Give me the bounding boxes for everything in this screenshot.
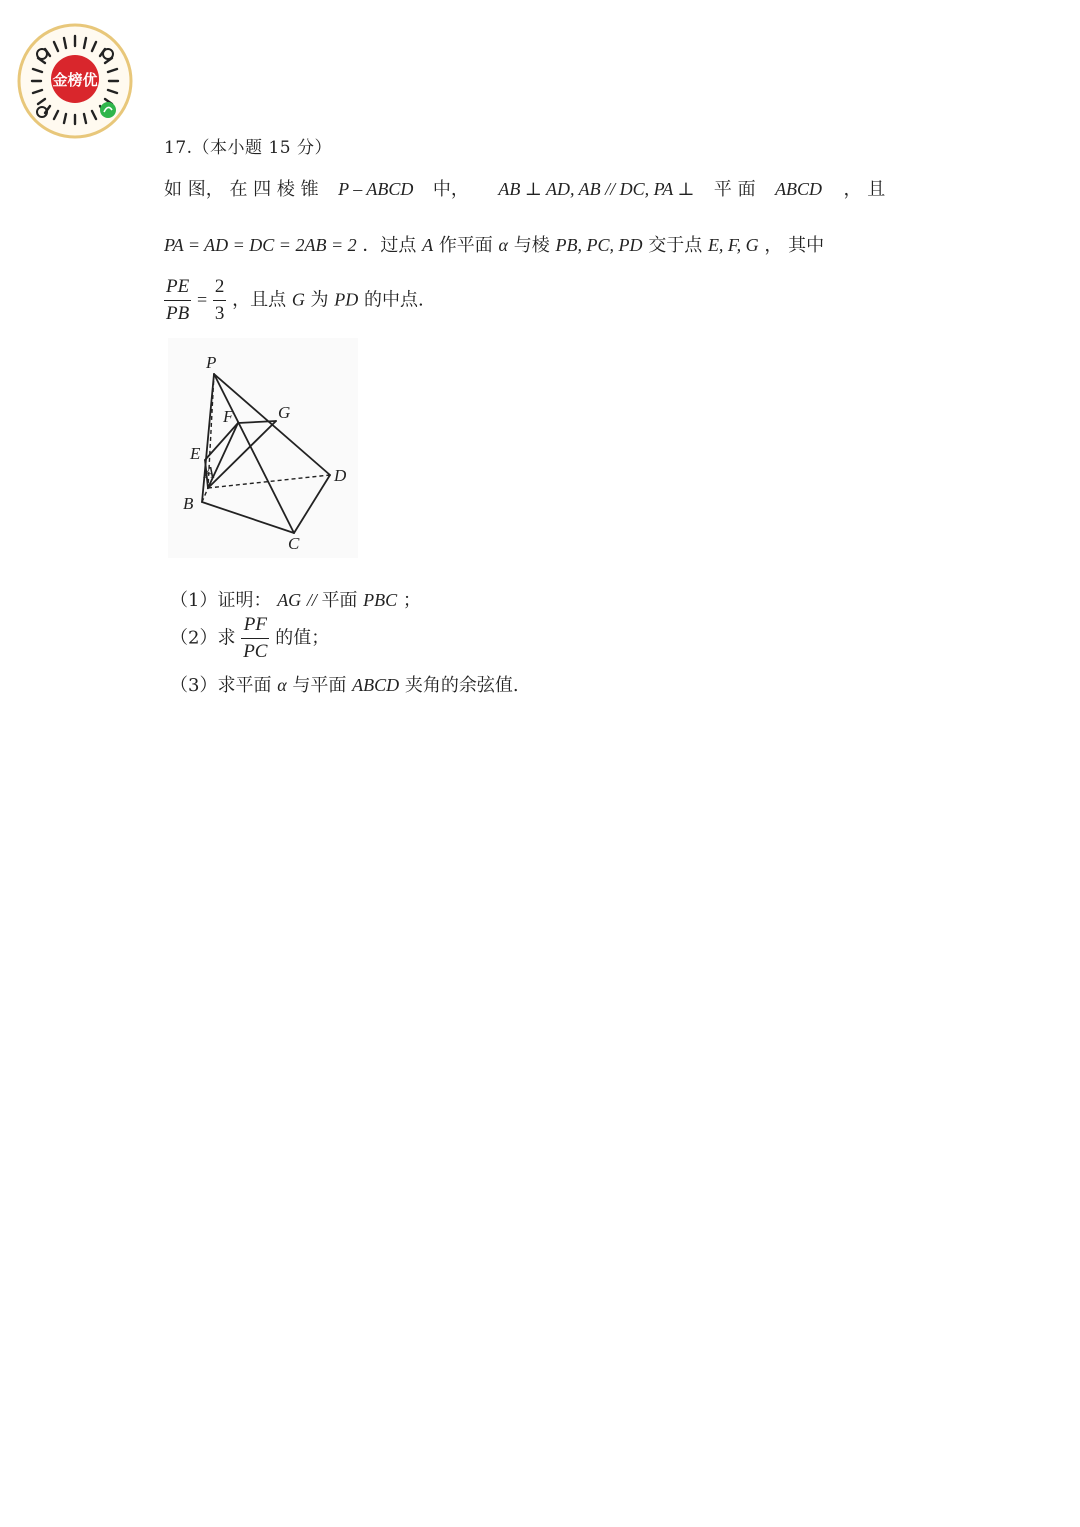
question-header: 17.（本小题 15 分）: [164, 138, 332, 158]
fraction-pf-pc: [241, 612, 269, 665]
text: 与棱: [513, 235, 550, 256]
math-segment-pd: PD: [334, 289, 359, 310]
math-plane: ABCD: [775, 179, 823, 199]
label-a: A: [204, 463, 215, 482]
text: ，且点: [232, 289, 287, 311]
label-e: E: [190, 444, 201, 463]
pyramid-figure: [168, 338, 358, 558]
math-alpha: α: [498, 235, 508, 255]
math-point: A: [422, 235, 434, 255]
text: 平 面: [713, 179, 756, 200]
text: 作平面: [438, 235, 493, 256]
text: ；: [402, 590, 421, 611]
text: ．过点: [362, 235, 417, 256]
label-c: C: [288, 534, 300, 553]
question-line-2: [164, 231, 824, 257]
sub-question-2: [170, 612, 329, 665]
text: 夹角的余弦值.: [404, 675, 519, 696]
question-line-1: [164, 175, 885, 201]
text: （1）证明：: [170, 590, 272, 611]
brand-logo: [14, 18, 136, 140]
question-line-3: [164, 274, 424, 327]
sub-question-1: [170, 586, 421, 612]
equals-sign: =: [196, 289, 208, 310]
math-abcd: ABCD: [352, 675, 400, 695]
fraction-two-thirds: [213, 274, 227, 327]
fraction-numerator: PF: [241, 612, 269, 639]
text: 的中点.: [364, 289, 424, 311]
math-alpha: α: [277, 675, 287, 695]
math-pbc: PBC: [363, 590, 398, 610]
math-parallel: //: [306, 590, 322, 610]
text: 如 图， 在 四 棱 锥: [164, 179, 319, 200]
fraction-denominator: 3: [214, 303, 225, 324]
text: 中，: [432, 179, 469, 200]
math-equation: PA = AD = DC = 2AB = 2: [164, 235, 357, 255]
math-pyramid: P – ABCD: [338, 179, 414, 199]
math-ag: AG: [277, 590, 302, 610]
math-point-g: G: [291, 289, 305, 310]
math-points: E, F, G: [707, 235, 759, 255]
label-p: P: [206, 353, 217, 372]
label-b: B: [183, 494, 194, 513]
mini-program-icon: [100, 102, 116, 118]
fraction-denominator: PC: [243, 641, 268, 662]
text: （2）求: [170, 627, 236, 649]
fraction-numerator: PE: [164, 274, 191, 301]
sub-question-3: [170, 671, 519, 697]
label-g: G: [278, 403, 291, 422]
label-f: F: [223, 407, 234, 426]
text: 为: [310, 289, 329, 311]
label-d: D: [334, 466, 347, 485]
text: 交于点: [648, 235, 703, 256]
text: 平面: [321, 590, 358, 611]
fraction-denominator: PB: [166, 303, 190, 324]
text: 的值；: [275, 627, 330, 649]
fraction-pe-pb: [164, 274, 191, 327]
logo-brand-text: 金榜优: [52, 71, 98, 89]
text: 与平面: [292, 675, 347, 696]
text: ， 其中: [764, 235, 825, 256]
fraction-numerator: 2: [213, 274, 227, 301]
text: ， 且: [843, 179, 886, 200]
math-conditions: AB ⊥ AD, AB // DC, PA ⊥: [498, 179, 695, 199]
text: （3）求平面: [170, 675, 272, 696]
math-edges: PB, PC, PD: [555, 235, 643, 255]
